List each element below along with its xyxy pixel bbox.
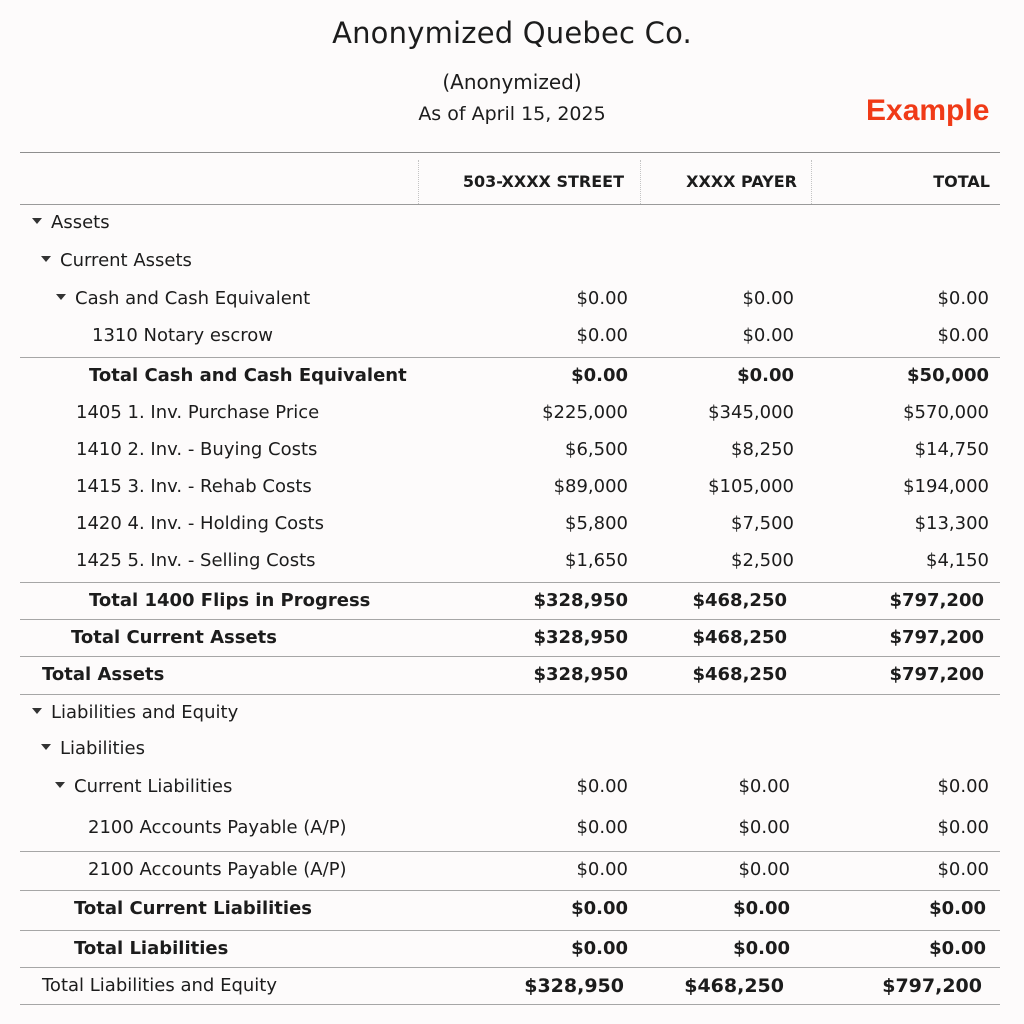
row-label: 1410 2. Inv. - Buying Costs <box>76 439 318 460</box>
row-total-current-liabilities <box>20 890 1000 927</box>
cell-street: $328,950 <box>533 664 628 685</box>
cell-payer: $468,250 <box>692 590 787 611</box>
cell-payer: $105,000 <box>708 476 794 497</box>
row-liabilities-and-equity[interactable] <box>20 694 1000 731</box>
row-label: 1405 1. Inv. Purchase Price <box>76 402 320 423</box>
row-inv-selling-costs <box>20 543 1000 579</box>
cell-total: $0.00 <box>929 938 986 959</box>
cell-total: $0.00 <box>937 288 989 309</box>
row-label: Liabilities <box>60 738 145 759</box>
row-total-assets <box>20 656 1000 693</box>
cell-street: $328,950 <box>533 590 628 611</box>
row-label: Total Liabilities and Equity <box>42 975 277 996</box>
cell-payer: $345,000 <box>708 402 794 423</box>
cell-total: $0.00 <box>937 859 989 880</box>
row-total-liabilities <box>20 930 1000 967</box>
column-header-row <box>20 160 1000 205</box>
row-label: Current Liabilities <box>74 776 233 797</box>
row-liabilities[interactable] <box>20 731 1000 767</box>
cell-street: $225,000 <box>542 402 628 423</box>
row-assets[interactable] <box>20 205 1000 241</box>
row-label: 2100 Accounts Payable (A/P) <box>88 817 347 838</box>
cell-total: $0.00 <box>937 817 989 838</box>
cell-payer: $468,250 <box>692 664 787 685</box>
cell-payer: $2,500 <box>731 550 794 571</box>
row-label: 1310 Notary escrow <box>92 325 273 346</box>
cell-street: $0.00 <box>571 898 628 919</box>
row-accounts-payable <box>20 810 1000 846</box>
top-divider <box>20 152 1000 153</box>
row-label: 1415 3. Inv. - Rehab Costs <box>76 476 312 497</box>
row-total-liabilities-and-equity <box>20 967 1000 1004</box>
cell-street: $0.00 <box>576 325 628 346</box>
cell-street: $89,000 <box>553 476 628 497</box>
collapse-caret-icon[interactable] <box>41 256 51 262</box>
cell-total: $797,200 <box>889 590 984 611</box>
column-header-payer[interactable]: XXXX PAYER <box>640 160 811 204</box>
cell-payer: $468,250 <box>684 975 784 997</box>
cell-street: $1,650 <box>565 550 628 571</box>
row-total-cash-and-cash-equivalent <box>20 357 1000 394</box>
cell-street: $0.00 <box>571 938 628 959</box>
cell-total: $0.00 <box>929 898 986 919</box>
cell-total: $0.00 <box>937 325 989 346</box>
row-total-flips-in-progress <box>20 582 1000 619</box>
row-label: 1420 4. Inv. - Holding Costs <box>76 513 324 534</box>
column-header-street[interactable]: 503-XXXX STREET <box>418 160 640 204</box>
cell-payer: $7,500 <box>731 513 794 534</box>
cell-payer: $0.00 <box>738 859 790 880</box>
cell-street: $328,950 <box>533 627 628 648</box>
report-subtitle: (Anonymized) <box>442 70 582 94</box>
cell-total: $0.00 <box>937 776 989 797</box>
cell-street: $0.00 <box>576 859 628 880</box>
row-label: Cash and Cash Equivalent <box>75 288 311 309</box>
cell-street: $328,950 <box>524 975 624 997</box>
cell-street: $0.00 <box>576 288 628 309</box>
collapse-caret-icon[interactable] <box>41 744 51 750</box>
collapse-caret-icon[interactable] <box>55 782 65 788</box>
cell-payer: $0.00 <box>738 776 790 797</box>
row-inv-purchase-price <box>20 395 1000 431</box>
column-header-total[interactable]: TOTAL <box>811 160 1000 204</box>
cell-payer: $0.00 <box>733 898 790 919</box>
row-current-liabilities[interactable] <box>20 769 1000 805</box>
company-name: Anonymized Quebec Co. <box>332 16 692 50</box>
row-inv-rehab-costs <box>20 469 1000 505</box>
cell-street: $0.00 <box>571 365 628 386</box>
cell-street: $0.00 <box>576 776 628 797</box>
row-accounts-payable <box>20 851 1000 888</box>
row-label: Liabilities and Equity <box>51 702 239 723</box>
row-label: Assets <box>51 212 110 233</box>
example-stamp: Example <box>866 94 990 127</box>
cell-total: $194,000 <box>903 476 989 497</box>
cell-total: $50,000 <box>907 365 989 386</box>
row-current-assets[interactable] <box>20 243 1000 279</box>
cell-payer: $0.00 <box>733 938 790 959</box>
row-label: 2100 Accounts Payable (A/P) <box>88 859 347 880</box>
collapse-caret-icon[interactable] <box>32 218 42 224</box>
cell-payer: $0.00 <box>738 817 790 838</box>
row-label: Total 1400 Flips in Progress <box>89 590 371 611</box>
cell-street: $6,500 <box>565 439 628 460</box>
row-label: Total Cash and Cash Equivalent <box>89 365 407 386</box>
row-total-current-assets <box>20 619 1000 656</box>
collapse-caret-icon[interactable] <box>56 294 66 300</box>
collapse-caret-icon[interactable] <box>32 708 42 714</box>
cell-street: $0.00 <box>576 817 628 838</box>
row-label: Current Assets <box>60 250 192 271</box>
cell-total: $4,150 <box>926 550 989 571</box>
cell-payer: $0.00 <box>737 365 794 386</box>
cell-total: $570,000 <box>903 402 989 423</box>
row-inv-holding-costs <box>20 506 1000 542</box>
cell-payer: $468,250 <box>692 627 787 648</box>
row-notary-escrow <box>20 318 1000 354</box>
cell-total: $797,200 <box>889 664 984 685</box>
cell-total: $797,200 <box>882 975 982 997</box>
row-label: Total Current Liabilities <box>74 898 312 919</box>
row-inv-buying-costs <box>20 432 1000 468</box>
bottom-divider <box>20 1004 1000 1005</box>
cell-payer: $0.00 <box>742 325 794 346</box>
row-label: Total Current Assets <box>71 627 277 648</box>
row-label: Total Assets <box>42 664 165 685</box>
row-label: Total Liabilities <box>74 938 229 959</box>
cell-total: $13,300 <box>914 513 989 534</box>
cell-total: $797,200 <box>889 627 984 648</box>
report-date: As of April 15, 2025 <box>418 103 606 125</box>
cell-payer: $0.00 <box>742 288 794 309</box>
cell-street: $5,800 <box>565 513 628 534</box>
cell-payer: $8,250 <box>731 439 794 460</box>
row-label: 1425 5. Inv. - Selling Costs <box>76 550 316 571</box>
row-cash-and-cash-equivalent[interactable] <box>20 281 1000 317</box>
cell-total: $14,750 <box>914 439 989 460</box>
